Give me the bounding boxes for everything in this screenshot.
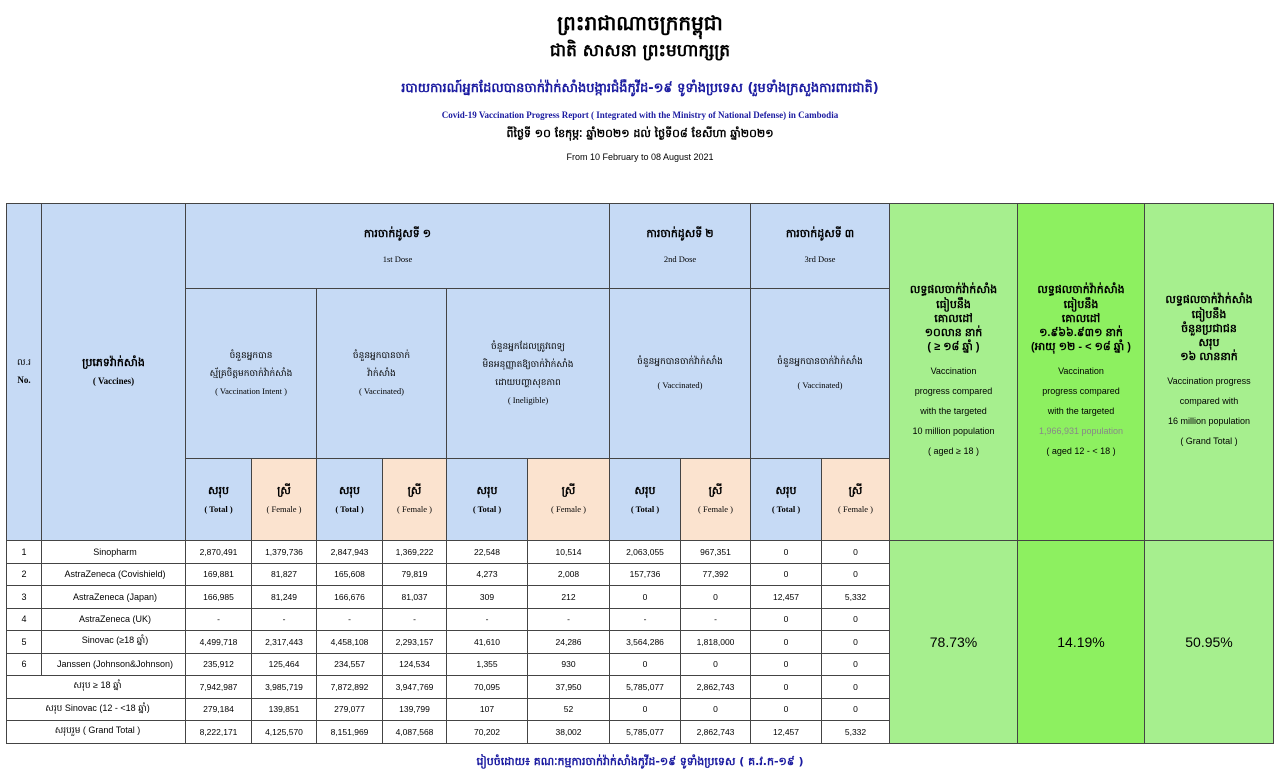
table-row [7,541,1274,564]
cell-female: 0 [681,653,751,676]
cell-female: 2,008 [528,563,610,586]
kingdom-title: ព្រះរាជាណាចក្រកម្ពុជា [557,11,723,35]
cell-female: 930 [528,653,610,676]
summary-label: សរុប Sinovac (12 - <18 ឆ្នាំ) [7,698,186,721]
cell-total: 4,458,108 [317,631,383,654]
row-number: 2 [7,563,42,586]
cell-female: - [383,608,447,631]
cell-female: 1,818,000 [681,631,751,654]
summary-total: 0 [751,698,822,721]
total-subheader: សរុប ( Total ) [186,459,252,541]
row-number: 5 [7,631,42,654]
summary-total: 0 [751,676,822,699]
row-number: 1 [7,541,42,564]
total-subheader: សរុប ( Total ) [447,459,528,541]
vaccine-name: Janssen (Johnson&Johnson) [42,653,186,676]
cell-total: 4,499,718 [186,631,252,654]
cell-total: - [610,608,681,631]
cell-female: 81,249 [252,586,317,609]
summary-total: 8,222,171 [186,721,252,744]
dose3-header: ការចាក់ដូសទី ៣ 3rd Dose [751,204,890,289]
summary-female: 3,985,719 [252,676,317,699]
cell-female: 77,392 [681,563,751,586]
report-period-en: From 10 February to 08 August 2021 [566,152,714,162]
summary-total: 7,942,987 [186,676,252,699]
cell-total: - [447,608,528,631]
cell-female: 79,819 [383,563,447,586]
vaccine-name: AstraZeneca (Covishield) [42,563,186,586]
cell-total: 41,610 [447,631,528,654]
vaccination-table [6,203,1274,744]
table-body [7,541,1274,744]
col-no-header: ល.រ No. [7,204,42,541]
vaccine-name: Sinopharm [42,541,186,564]
report-footer: រៀបចំដោយ៖ គណៈកម្មការចាក់វ៉ាក់សាំងកូវីដ-១៩ ទូទាំងប្រទេស ( គ.វ.ក-១៩ ) [476,755,804,768]
vaccinated-header: ចំនួនអ្នកបានចាក់ វ៉ាក់សាំង ( Vaccinated) [317,289,447,459]
cell-female: 124,534 [383,653,447,676]
intent-header: ចំនួនអ្នកបាន ស្ម័គ្រចិត្តមកចាក់វ៉ាក់សាំង ( Vaccination Intent ) [186,289,317,459]
cell-total: - [186,608,252,631]
summary-female: 2,862,743 [681,676,751,699]
cell-total: 2,847,943 [317,541,383,564]
summary-female: 4,087,568 [383,721,447,744]
summary-total: 5,785,077 [610,721,681,744]
female-subheader: ស្រី ( Female ) [528,459,610,541]
summary-total: 279,184 [186,698,252,721]
cell-total: 0 [751,631,822,654]
summary-female: 38,002 [528,721,610,744]
cell-total: 2,063,055 [610,541,681,564]
vaccine-name: AstraZeneca (Japan) [42,586,186,609]
cell-total: 157,736 [610,563,681,586]
summary-total: 8,151,969 [317,721,383,744]
cell-female: 5,332 [822,586,890,609]
adult-progress-percent: 78.73% [890,541,1018,744]
cell-total: 0 [751,653,822,676]
cell-total: 3,564,286 [610,631,681,654]
row-number: 4 [7,608,42,631]
cell-total: 0 [610,653,681,676]
dose2-vaccinated-header: ចំនួនអ្នកបានចាក់វ៉ាក់សាំង ( Vaccinated) [610,289,751,459]
summary-total: 0 [610,698,681,721]
dose2-header: ការចាក់ដូសទី ២ 2nd Dose [610,204,751,289]
cell-total: 235,912 [186,653,252,676]
summary-label: សរុប ≥ 18 ឆ្នាំ [7,676,186,699]
summary-female: 0 [681,698,751,721]
cell-female: 125,464 [252,653,317,676]
cell-female: 24,286 [528,631,610,654]
cell-female: - [681,608,751,631]
female-subheader: ស្រី ( Female ) [822,459,890,541]
teen-target-header: លទ្ធផលចាក់វ៉ាក់សាំង ធៀបនឹង គោលដៅ ១.៩៦៦.៩៣១ នាក់ (អាយុ ១២ - < ១៨ ឆ្នាំ ) Vaccination progress compared with the targeted 1,966,931 population ( aged 12 - < 18 ) [1018,204,1145,541]
cell-total: 2,870,491 [186,541,252,564]
summary-female: 37,950 [528,676,610,699]
row-number: 3 [7,586,42,609]
cell-total: 0 [751,563,822,586]
cell-total: 1,355 [447,653,528,676]
report-title-en: Covid-19 Vaccination Progress Report ( Integrated with the Ministry of National Defense) in Cambodia [441,110,839,120]
female-subheader: ស្រី ( Female ) [681,459,751,541]
summary-female: 5,332 [822,721,890,744]
summary-total: 5,785,077 [610,676,681,699]
cell-total: 12,457 [751,586,822,609]
cell-female: 2,293,157 [383,631,447,654]
summary-female: 3,947,769 [383,676,447,699]
summary-female: 0 [822,676,890,699]
cell-total: 169,881 [186,563,252,586]
summary-label: សរុបរួម ( Grand Total ) [7,721,186,744]
cell-female: 967,351 [681,541,751,564]
dose3-vaccinated-header: ចំនួនអ្នកបានចាក់វ៉ាក់សាំង ( Vaccinated) [751,289,890,459]
cell-total: 0 [610,586,681,609]
female-subheader: ស្រី ( Female ) [252,459,317,541]
cell-female: - [252,608,317,631]
vaccine-name: Sinovac (≥18 ឆ្នាំ) [42,631,186,654]
female-subheader: ស្រី ( Female ) [383,459,447,541]
cell-total: 309 [447,586,528,609]
total-target-header: លទ្ធផលចាក់វ៉ាក់សាំង ធៀបនឹង ចំនួនប្រជាជន សរុប ១៦ លាននាក់ Vaccination progress compared with 16 million population ( Grand Total ) [1145,204,1274,541]
summary-total: 107 [447,698,528,721]
summary-female: 4,125,570 [252,721,317,744]
cell-female: 0 [822,653,890,676]
summary-female: 52 [528,698,610,721]
summary-total: 7,872,892 [317,676,383,699]
total-subheader: សរុប ( Total ) [751,459,822,541]
cell-female: 81,827 [252,563,317,586]
cell-female: - [528,608,610,631]
summary-female: 0 [822,698,890,721]
cell-total: 0 [751,608,822,631]
summary-female: 139,851 [252,698,317,721]
col-vaccine-header: ប្រភេទវ៉ាក់សាំង ( Vaccines) [42,204,186,541]
adult-target-header: លទ្ធផលចាក់វ៉ាក់សាំង ធៀបនឹង គោលដៅ ១០លាន នាក់ ( ≥ ១៨ ឆ្នាំ ) Vaccination progress compared with the targeted 10 million population ( aged ≥ 18 ) [890,204,1018,541]
teen-progress-percent: 14.19% [1018,541,1145,744]
summary-female: 2,862,743 [681,721,751,744]
cell-female: 2,317,443 [252,631,317,654]
summary-total: 70,202 [447,721,528,744]
report-period-kh: ពីថ្ងៃទី ១០ ខែកុម្ភៈ ឆ្នាំ២០២១ ដល់ ថ្ងៃទី០៨ ខែសីហា ឆ្នាំ២០២១ [506,127,774,140]
cell-total: 22,548 [447,541,528,564]
dose1-header: ការចាក់ដូសទី ១ 1st Dose [186,204,610,289]
ineligible-header: ចំនួនអ្នកដែលត្រូវពេទ្យ មិនអនុញ្ញាតឱ្យចាក់វ៉ាក់សាំង ដោយបញ្ហាសុខភាព ( Ineligible) [447,289,610,459]
summary-total: 279,077 [317,698,383,721]
cell-total: 0 [751,541,822,564]
row-number: 6 [7,653,42,676]
cell-female: 10,514 [528,541,610,564]
cell-total: 166,676 [317,586,383,609]
cell-female: 0 [822,608,890,631]
cell-female: 0 [681,586,751,609]
cell-female: 81,037 [383,586,447,609]
cell-total: 166,985 [186,586,252,609]
cell-total: 165,608 [317,563,383,586]
total-subheader: សរុប ( Total ) [610,459,681,541]
total-subheader: សរុប ( Total ) [317,459,383,541]
summary-female: 139,799 [383,698,447,721]
cell-female: 1,369,222 [383,541,447,564]
total-progress-percent: 50.95% [1145,541,1274,744]
cell-total: 234,557 [317,653,383,676]
cell-total: - [317,608,383,631]
cell-female: 1,379,736 [252,541,317,564]
report-title-kh: របាយការណ៍អ្នកដែលបានចាក់វ៉ាក់សាំងបង្ការជំងឺកូវីដ-១៩ ទូទាំងប្រទេស (រួមទាំងក្រសួងការពារជាតិ) [401,81,879,96]
summary-total: 70,095 [447,676,528,699]
cell-female: 0 [822,541,890,564]
cell-total: 4,273 [447,563,528,586]
cell-female: 0 [822,563,890,586]
vaccine-name: AstraZeneca (UK) [42,608,186,631]
national-motto: ជាតិ សាសនា ព្រះមហាក្សត្រ [549,41,731,61]
cell-female: 212 [528,586,610,609]
cell-female: 0 [822,631,890,654]
summary-total: 12,457 [751,721,822,744]
